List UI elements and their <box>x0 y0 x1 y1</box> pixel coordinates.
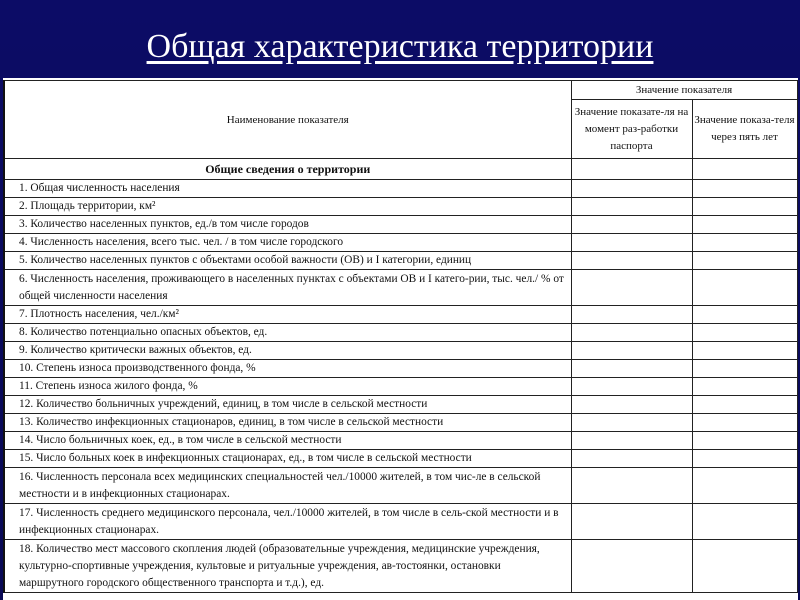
header-value-five-years: Значение показа-теля через пять лет <box>692 100 797 159</box>
indicator-text: Число больных коек в инфекционных стационарах, ед., в том числе в сельской местности <box>33 452 472 464</box>
slide-title: Общая характеристика территории <box>146 28 654 65</box>
table-row <box>4 252 797 270</box>
table-header-row <box>4 81 797 100</box>
value-cell <box>571 450 692 468</box>
value-cell <box>571 216 692 234</box>
indicator-text: Численность среднего медицинского персонала, чел./10000 жителей, в том числе в сель-ской местности и в инфекционных стационарах. <box>19 506 559 536</box>
indicator-text: Количество населенных пунктов, ед./в том числе городов <box>27 218 309 230</box>
indicator-number: 9. <box>19 344 28 356</box>
table-row <box>4 540 797 593</box>
table-row <box>4 360 797 378</box>
table-row <box>4 270 797 306</box>
indicator-number: 8. <box>19 326 28 338</box>
indicator-cell <box>4 468 571 504</box>
table-row <box>4 432 797 450</box>
indicator-number: 10. <box>19 362 34 374</box>
value-cell <box>571 324 692 342</box>
value-cell <box>692 432 797 450</box>
indicators-table <box>3 80 798 593</box>
value-cell <box>692 468 797 504</box>
value-cell <box>571 468 692 504</box>
indicator-number: 3. <box>19 218 28 230</box>
value-cell <box>692 252 797 270</box>
indicator-cell <box>4 252 571 270</box>
value-cell <box>571 378 692 396</box>
indicator-number: 12. <box>19 398 34 410</box>
value-cell <box>692 306 797 324</box>
value-cell <box>692 270 797 306</box>
table-row <box>4 414 797 432</box>
value-cell <box>571 306 692 324</box>
indicator-cell <box>4 540 571 593</box>
header-value-current: Значение показате-ля на момент раз-работки паспорта <box>571 100 692 159</box>
value-cell <box>571 432 692 450</box>
indicator-number: 18. <box>19 542 34 555</box>
value-cell <box>692 180 797 198</box>
indicator-number: 15. <box>19 452 34 464</box>
indicator-cell <box>4 396 571 414</box>
document-scan <box>3 78 798 600</box>
value-cell <box>571 180 692 198</box>
table-row <box>4 378 797 396</box>
indicator-cell <box>4 270 571 306</box>
section-row <box>4 159 797 180</box>
indicator-cell <box>4 198 571 216</box>
indicator-text: Количество больничных учреждений, единиц, в том числе в сельской местности <box>33 398 428 410</box>
table-row <box>4 180 797 198</box>
indicator-cell <box>4 432 571 450</box>
value-cell <box>692 324 797 342</box>
indicator-cell <box>4 414 571 432</box>
value-cell <box>571 504 692 540</box>
table-row <box>4 504 797 540</box>
value-cell <box>571 198 692 216</box>
value-cell <box>692 216 797 234</box>
indicator-number: 4. <box>19 236 28 248</box>
indicator-number: 13. <box>19 416 34 428</box>
value-cell <box>692 234 797 252</box>
value-cell <box>692 198 797 216</box>
header-name: Наименование показателя <box>4 81 571 159</box>
value-cell <box>571 360 692 378</box>
table-row <box>4 342 797 360</box>
indicator-text: Количество инфекционных стационаров, единиц, в том числе в сельской местности <box>33 416 444 428</box>
indicator-text: Численность населения, всего тыс. чел. / в том числе городского <box>27 236 344 248</box>
indicator-text: Площадь территории, км² <box>27 200 156 212</box>
header-values-group: Значение показателя <box>571 81 797 100</box>
indicator-text: Степень износа производственного фонда, % <box>33 362 256 374</box>
indicator-number: 1. <box>19 182 28 194</box>
indicator-text: Число больничных коек, ед., в том числе в сельской местности <box>33 434 342 446</box>
value-cell <box>692 360 797 378</box>
indicator-number: 14. <box>19 434 34 446</box>
indicator-cell <box>4 216 571 234</box>
indicator-cell <box>4 324 571 342</box>
value-cell <box>571 252 692 270</box>
indicator-number: 6. <box>19 272 28 285</box>
section-title: Общие сведения о территории <box>4 159 571 180</box>
value-cell <box>692 159 797 180</box>
value-cell <box>571 414 692 432</box>
indicator-text: Степень износа жилого фонда, % <box>32 380 198 392</box>
table-row <box>4 216 797 234</box>
indicator-number: 16. <box>19 470 34 483</box>
value-cell <box>692 504 797 540</box>
value-cell <box>571 540 692 593</box>
indicator-text: Численность персонала всех медицинских специальностей чел./10000 жителей, в том чис-ле в сельской местности и в инфекционных стационарах. <box>19 470 541 500</box>
value-cell <box>571 159 692 180</box>
indicator-text: Количество населенных пунктов с объектами особой важности (ОВ) и I категории, единиц <box>27 254 472 266</box>
indicator-text: Количество критически важных объектов, ед. <box>27 344 252 356</box>
table-row <box>4 234 797 252</box>
value-cell <box>571 270 692 306</box>
value-cell <box>571 234 692 252</box>
indicator-cell <box>4 180 571 198</box>
indicator-text: Общая численность населения <box>27 182 180 194</box>
value-cell <box>692 396 797 414</box>
indicator-number: 5. <box>19 254 28 266</box>
indicator-text: Количество мест массового скопления людей (образовательные учреждения, медицинские учреждения, культурно-спортивные учреждения, культовые и ритуальные учреждения, ав-тостоянки, остановки маршрутного городского общественного транспорта и т.д.), ед. <box>19 542 540 589</box>
indicator-number: 2. <box>19 200 28 212</box>
indicator-text: Численность населения, проживающего в населенных пунктах с объектами ОВ и I катего-рии, тыс. чел./ % от общей численности населения <box>19 272 564 302</box>
table-row <box>4 306 797 324</box>
value-cell <box>692 540 797 593</box>
indicator-cell <box>4 378 571 396</box>
indicator-cell <box>4 504 571 540</box>
table-row <box>4 468 797 504</box>
value-cell <box>692 414 797 432</box>
value-cell <box>692 342 797 360</box>
table-row <box>4 324 797 342</box>
table-row <box>4 396 797 414</box>
indicator-number: 11. <box>19 380 33 392</box>
indicator-cell <box>4 306 571 324</box>
value-cell <box>571 396 692 414</box>
indicator-number: 7. <box>19 308 28 320</box>
indicator-text: Плотность населения, чел./км² <box>27 308 179 320</box>
value-cell <box>571 342 692 360</box>
value-cell <box>692 378 797 396</box>
table-row <box>4 450 797 468</box>
indicator-cell <box>4 360 571 378</box>
indicator-cell <box>4 342 571 360</box>
table-row <box>4 198 797 216</box>
indicator-number: 17. <box>19 506 34 519</box>
indicator-cell <box>4 450 571 468</box>
indicator-cell <box>4 234 571 252</box>
indicator-text: Количество потенциально опасных объектов, ед. <box>27 326 268 338</box>
value-cell <box>692 450 797 468</box>
